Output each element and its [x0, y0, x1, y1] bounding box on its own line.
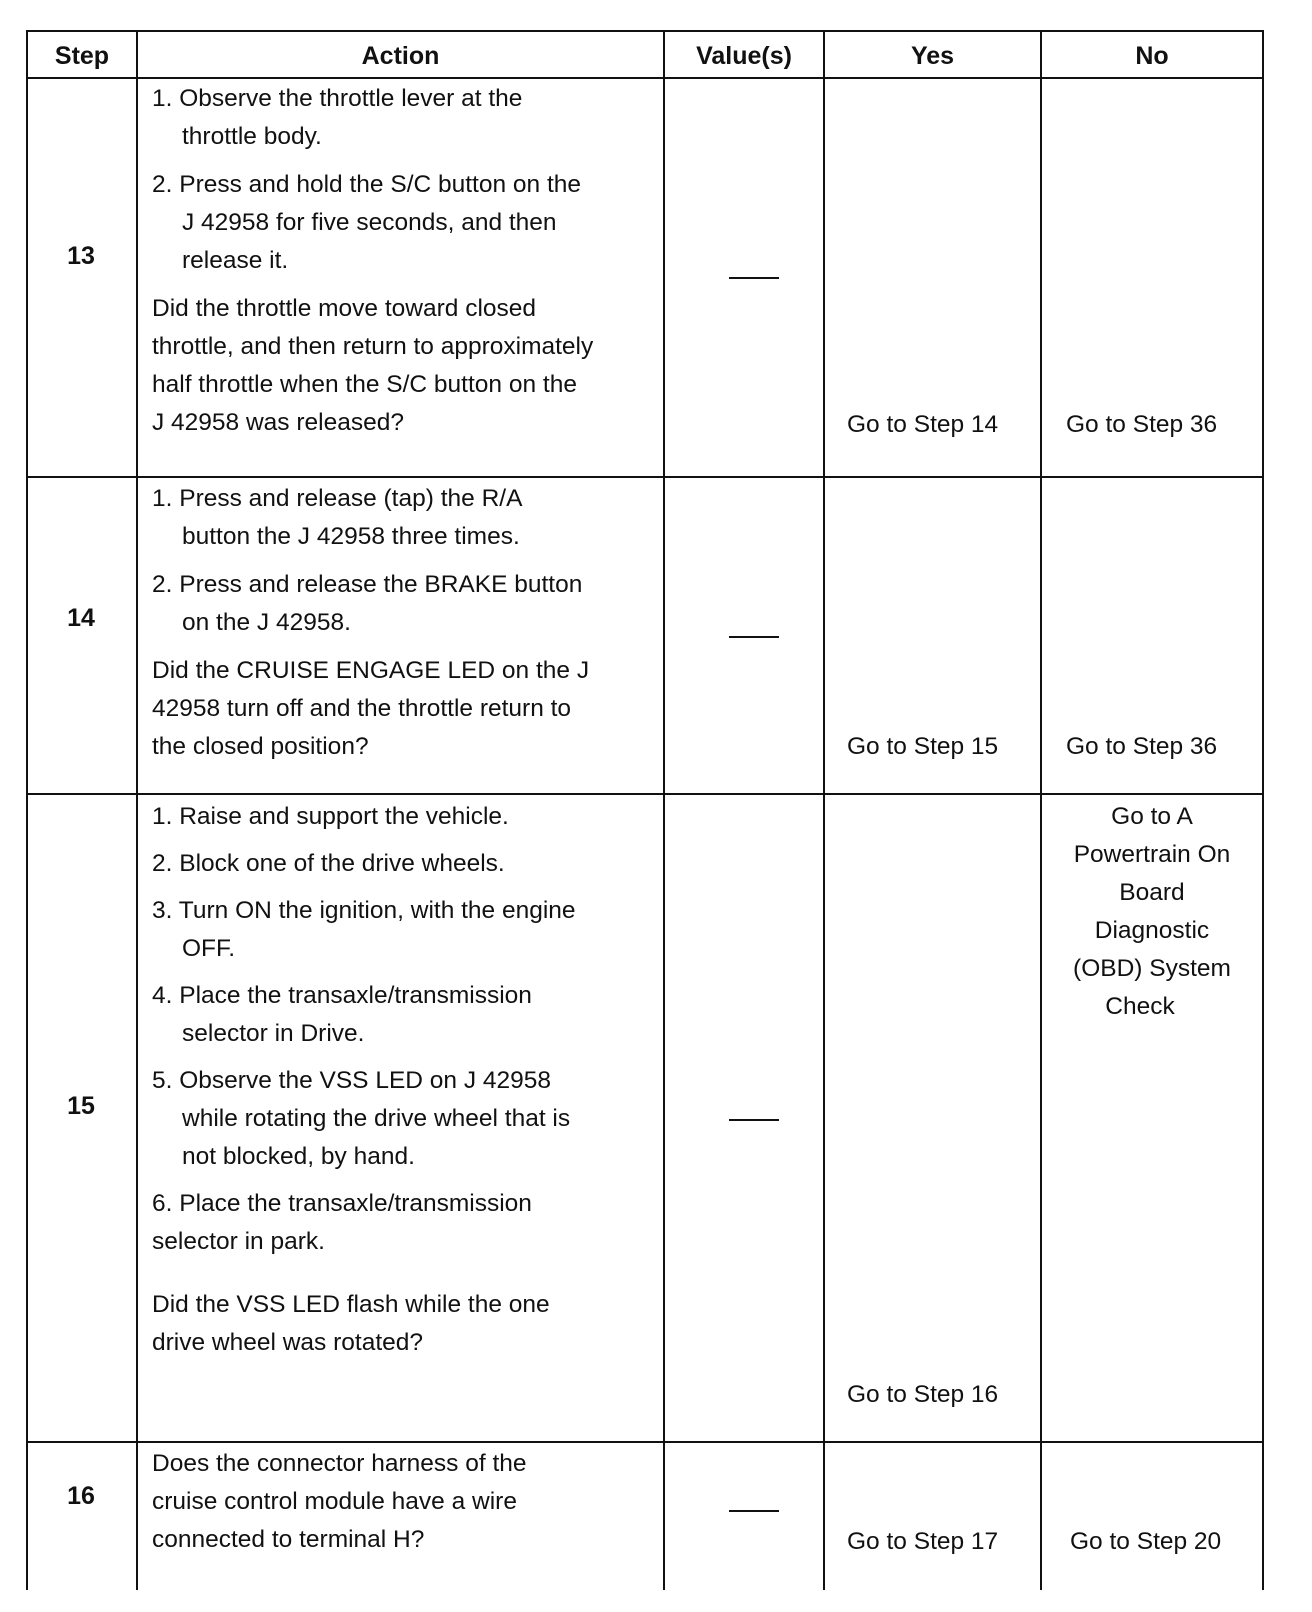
no-goto-line: Go to A [1111, 803, 1193, 830]
question-line: Did the throttle move toward closed [152, 295, 537, 322]
question-line: 42958 turn off and the throttle return to [152, 695, 572, 722]
action-line: button the J 42958 three times. [182, 523, 520, 550]
question-line: J 42958 was released? [152, 409, 404, 436]
action-line: 3. Turn ON the ignition, with the engine [152, 897, 576, 924]
row-divider [26, 1441, 1264, 1443]
question-line: cruise control module have a wire [152, 1488, 517, 1515]
action-line: OFF. [182, 935, 236, 962]
header-step: Step [54, 42, 110, 70]
action-line: 2. Press and release the BRAKE button [152, 571, 583, 598]
header-no: No [1135, 42, 1169, 70]
question-line: connected to terminal H? [152, 1526, 425, 1553]
no-goto-line: Diagnostic [1094, 917, 1210, 944]
no-goto-line: Check [1105, 993, 1175, 1020]
step-number: 15 [67, 1092, 95, 1120]
header-yes: Yes [910, 42, 955, 70]
action-line: selector in park. [152, 1228, 325, 1255]
yes-goto: Go to Step 17 [847, 1528, 999, 1555]
header-values: Value(s) [696, 42, 792, 70]
no-goto: Go to Step 20 [1070, 1528, 1222, 1555]
question-line: Did the VSS LED flash while the one [152, 1291, 550, 1318]
header-action: Action [361, 42, 440, 70]
step-number: 13 [67, 242, 95, 270]
question-line: throttle, and then return to approximately [152, 333, 594, 360]
step-number: 16 [67, 1482, 95, 1510]
yes-goto: Go to Step 14 [847, 411, 999, 438]
yes-goto: Go to Step 16 [847, 1381, 999, 1408]
action-line: 1. Observe the throttle lever at the [152, 85, 523, 112]
action-line: while rotating the drive wheel that is [182, 1105, 571, 1132]
no-goto: Go to Step 36 [1066, 411, 1218, 438]
no-goto-line: (OBD) System [1073, 955, 1231, 982]
action-line: selector in Drive. [182, 1020, 365, 1047]
action-line: 4. Place the transaxle/transmission [152, 982, 532, 1009]
action-line: 2. Press and hold the S/C button on the [152, 171, 582, 198]
column-divider [823, 30, 825, 1590]
row-divider [26, 793, 1264, 795]
question-line: Did the CRUISE ENGAGE LED on the J [152, 657, 590, 684]
action-line: throttle body. [182, 123, 322, 150]
action-line: 1. Press and release (tap) the R/A [152, 485, 523, 512]
step-number: 14 [67, 604, 95, 632]
action-line: not blocked, by hand. [182, 1143, 415, 1170]
action-line: 5. Observe the VSS LED on J 42958 [152, 1067, 552, 1094]
question-line: half throttle when the S/C button on the [152, 371, 577, 398]
question-line: Does the connector harness of the [152, 1450, 527, 1477]
question-line: the closed position? [152, 733, 369, 760]
action-line: J 42958 for five seconds, and then [182, 209, 557, 236]
value-dash [729, 1510, 779, 1512]
value-dash [729, 636, 779, 638]
action-line: release it. [182, 247, 289, 274]
value-dash [729, 1119, 779, 1121]
value-dash [729, 277, 779, 279]
table-border-top [26, 30, 1264, 32]
column-divider [136, 30, 138, 1590]
action-line: 6. Place the transaxle/transmission [152, 1190, 532, 1217]
action-line: on the J 42958. [182, 609, 351, 636]
row-divider [26, 476, 1264, 478]
action-line: 2. Block one of the drive wheels. [152, 850, 505, 877]
column-divider [663, 30, 665, 1590]
no-goto: Go to Step 36 [1066, 733, 1218, 760]
action-line: 1. Raise and support the vehicle. [152, 803, 509, 830]
question-line: drive wheel was rotated? [152, 1329, 424, 1356]
yes-goto: Go to Step 15 [847, 733, 999, 760]
table-border-right [1262, 30, 1264, 1590]
no-goto-line: Board [1119, 879, 1185, 906]
no-goto-line: Powertrain On [1073, 841, 1231, 868]
